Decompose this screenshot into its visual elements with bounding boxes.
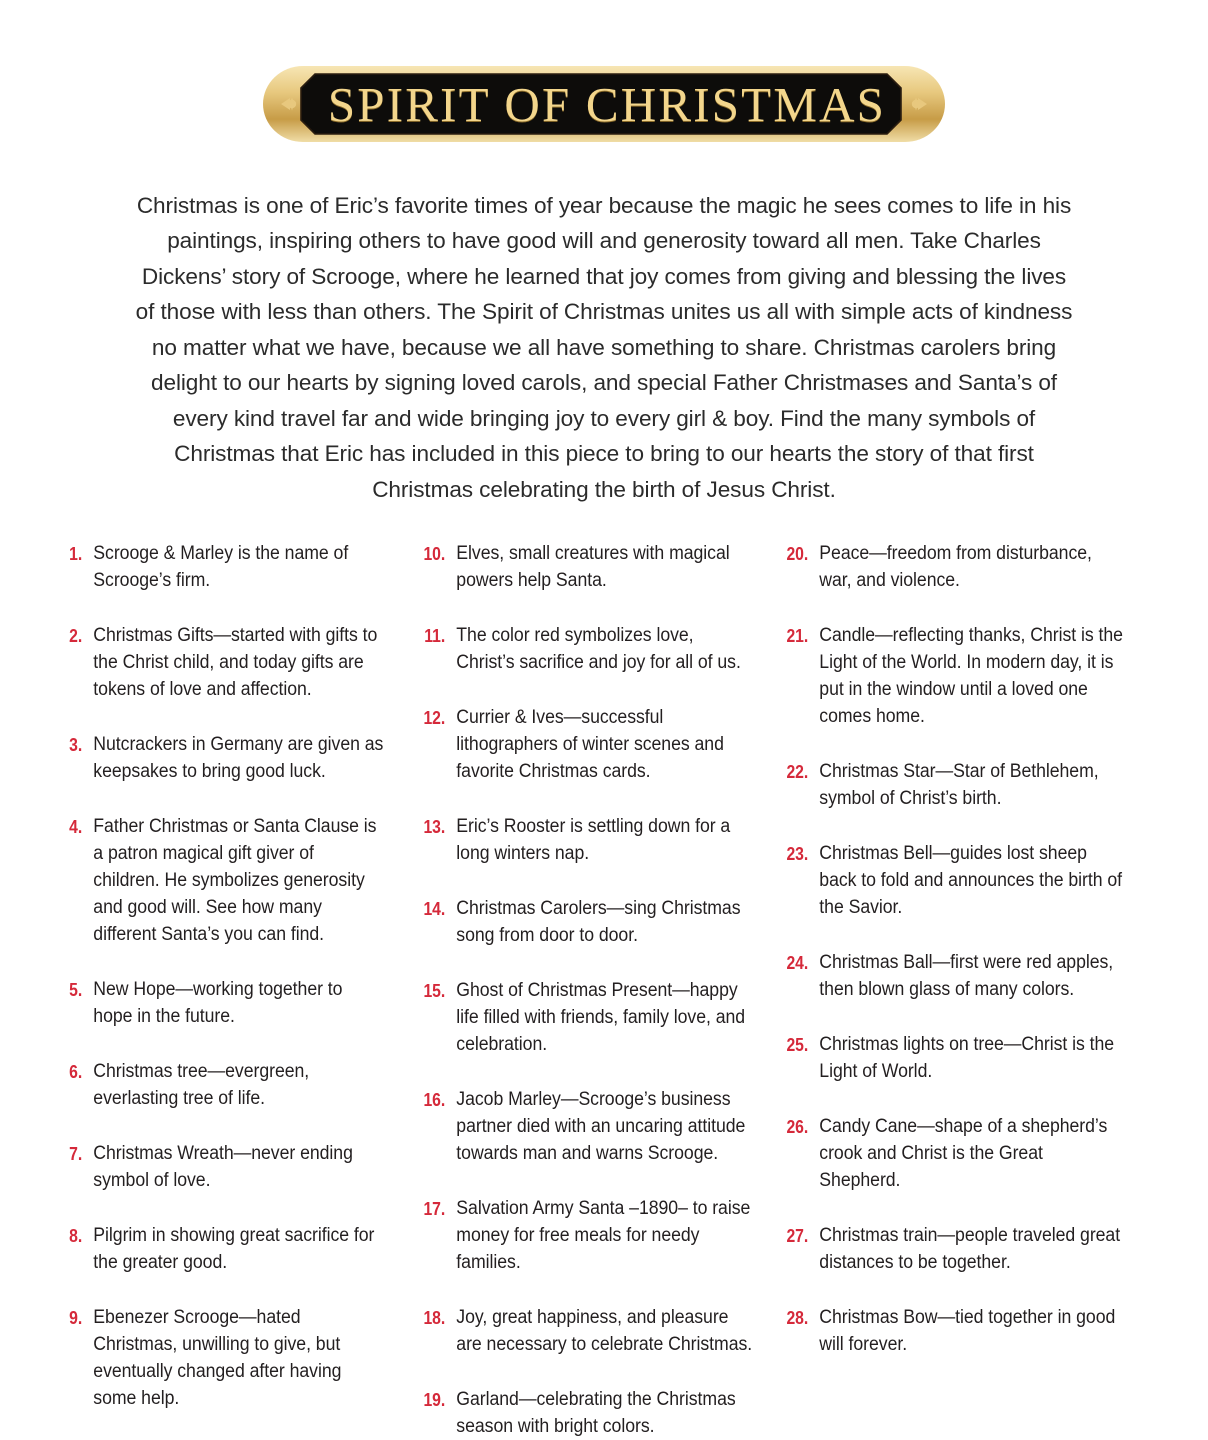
list-item-number: 21. (785, 625, 808, 647)
list-item-number: 11. (424, 625, 446, 647)
list-column-2 (415, 541, 778, 1440)
list-item-number: 1. (69, 543, 83, 565)
intro-paragraph: Christmas is one of Eric’s favorite times of year because the magic he sees comes to life in his paintings, inspiring others to have good will and generosity toward all men. Take Charles Dickens’ story of Scrooge, where he learned that joy comes from giving and blessing the lives of those with less than others. The Spirit of Christmas unites us all with simple acts of kindness no matter what we have, because we all have something to share. Christmas carolers bring delight to our hearts by signing loved carols, and special Father Christmases and Santa’s of every kind travel far and wide bringing joy to every girl & boy. Find the many symbols of Christmas that Eric has included in this piece to bring to our hearts the story of that first Christmas celebrating the birth of Jesus Christ. (135, 193, 1073, 502)
list-item (415, 1387, 778, 1440)
list-item (415, 623, 778, 677)
list-item-text: Garland—celebrating the Christmas season with bright colors. (456, 1388, 736, 1437)
list-item-number: 10. (423, 543, 446, 565)
list-item (778, 1032, 1152, 1086)
list-item (778, 1223, 1152, 1277)
list-item-number: 17. (423, 1197, 446, 1219)
list-item-number: 16. (423, 1088, 446, 1110)
list-item-text: Candy Cane—shape of a shepherd’s crook and Christ is the Great Shepherd. (818, 1115, 1107, 1191)
list-item-number: 28. (785, 1306, 808, 1328)
list-column-3 (778, 541, 1152, 1358)
list-item-text: Eric’s Rooster is settling down for a long winters nap. (456, 816, 731, 864)
list-item-text: Elves, small creatures with magical powers help Santa. (456, 543, 730, 592)
symbol-list (0, 541, 1208, 1440)
list-item (778, 841, 1152, 922)
list-item-number: 26. (785, 1115, 808, 1137)
list-item-number: 8. (69, 1224, 83, 1246)
list-item-text: Christmas Gifts—started with gifts to the Christ child, and today gifts are tokens of love and affection. (93, 625, 378, 701)
list-item-number: 22. (785, 761, 808, 783)
list-column-1 (60, 541, 415, 1412)
list-item-text: Nutcrackers in Germany are given as keepsakes to bring good luck. (93, 734, 384, 783)
list-item-number: 9. (69, 1306, 83, 1328)
list-item (60, 541, 407, 595)
list-item-text: Salvation Army Santa –1890– to raise money for free meals for needy families. (456, 1197, 751, 1273)
list-item-number: 3. (69, 734, 83, 756)
list-item-number: 12. (423, 707, 446, 729)
list-item-number: 20. (785, 543, 808, 565)
list-item-number: 13. (423, 816, 446, 837)
page-title: SPIRIT OF CHRISTMAS (327, 76, 887, 132)
list-item-text: The color red symbolizes love, Christ’s sacrifice and joy for all of us. (456, 625, 741, 674)
list-item (415, 541, 778, 595)
list-item-text: Christmas Ball—first were red apples, then blown glass of many colors. (818, 951, 1113, 1000)
list-item (778, 759, 1152, 813)
list-item-text: New Hope—working together to hope in the future. (93, 978, 343, 1027)
list-item (415, 1196, 778, 1277)
list-item (778, 541, 1152, 595)
list-item-number: 23. (785, 842, 808, 864)
list-item-number: 2. (69, 625, 83, 647)
list-item-text: Christmas tree—evergreen, everlasting tree of life. (93, 1060, 310, 1109)
list-item (415, 978, 778, 1059)
list-item-number: 14. (423, 897, 446, 919)
list-item-text: Candle—reflecting thanks, Christ is the Light of the World. In modern day, it is put in the window until a loved one comes home. (818, 625, 1123, 728)
list-item (60, 977, 407, 1031)
list-item-number: 19. (423, 1388, 446, 1410)
list-item-number: 27. (785, 1224, 808, 1246)
list-item-text: Jacob Marley—Scrooge’s business partner died with an uncaring attitude towards man and warns Scrooge. (456, 1088, 746, 1164)
list-item-text: Ghost of Christmas Present—happy life filled with friends, family love, and celebration. (456, 979, 745, 1055)
list-item (415, 705, 778, 786)
list-item-number: 24. (785, 951, 808, 973)
list-item-text: Christmas Wreath—never ending symbol of love. (93, 1142, 353, 1191)
list-item-text: Father Christmas or Santa Clause is a patron magical gift giver of children. He symbolizes generosity and good will. See how many different Santa’s you can find. (93, 816, 377, 945)
list-item-text: Christmas Star—Star of Bethlehem, symbol of Christ’s birth. (818, 761, 1099, 809)
list-item (778, 623, 1152, 731)
list-item (60, 1141, 407, 1195)
list-item-text: Christmas lights on tree—Christ is the Light of World. (818, 1033, 1114, 1082)
list-item-text: Christmas Bell—guides lost sheep back to fold and announces the birth of the Savior. (818, 842, 1122, 918)
list-item-text: Christmas Carolers—sing Christmas song from door to door. (456, 897, 741, 946)
list-item-text: Scrooge & Marley is the name of Scrooge’s firm. (93, 543, 349, 592)
list-item-number: 15. (423, 979, 446, 1001)
list-item (60, 814, 407, 949)
list-item-text: Pilgrim in showing great sacrifice for the greater good. (93, 1224, 375, 1273)
list-item-text: Christmas train—people traveled great distances to be together. (818, 1224, 1120, 1273)
list-item-number: 6. (69, 1060, 83, 1082)
list-item (60, 732, 407, 786)
list-item (60, 1305, 407, 1413)
list-item (778, 1305, 1152, 1359)
list-item (60, 623, 407, 704)
list-item (778, 1114, 1152, 1195)
list-item-text: Currier & Ives—successful lithographers of winter scenes and favorite Christmas cards. (456, 707, 724, 783)
list-item (415, 1305, 778, 1359)
list-item (415, 1087, 778, 1168)
list-item-text: Joy, great happiness, and pleasure are necessary to celebrate Christmas. (456, 1306, 753, 1355)
list-item-text: Peace—freedom from disturbance, war, and violence. (818, 543, 1092, 592)
list-item-number: 7. (69, 1142, 83, 1164)
list-item (415, 896, 778, 950)
list-item-number: 4. (69, 816, 83, 837)
list-item (415, 814, 778, 868)
list-item (778, 950, 1152, 1004)
list-item (60, 1059, 407, 1113)
list-item-number: 18. (423, 1306, 446, 1328)
list-item-number: 25. (785, 1033, 808, 1055)
list-item-text: Christmas Bow—tied together in good will forever. (818, 1306, 1115, 1355)
title-banner (261, 62, 947, 146)
list-item-number: 5. (69, 978, 83, 1000)
banner-region (0, 0, 1208, 146)
list-item-text: Ebenezer Scrooge—hated Christmas, unwilling to give, but eventually changed after having some help. (93, 1306, 342, 1409)
list-item (60, 1223, 407, 1277)
